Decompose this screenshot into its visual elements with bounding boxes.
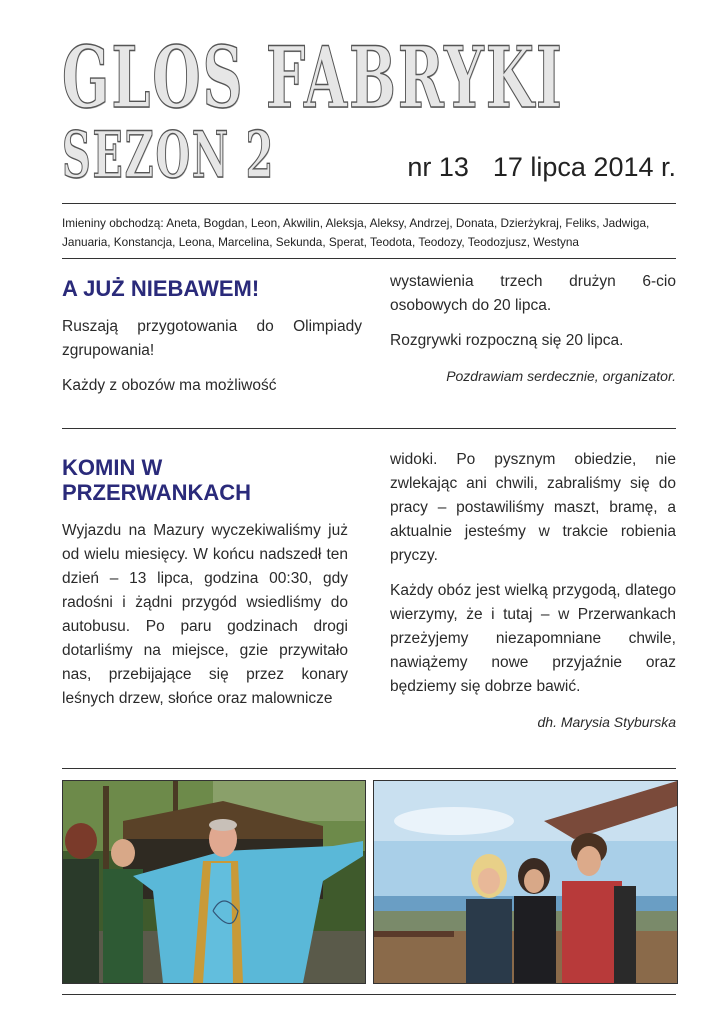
article1-paragraph: Rozgrywki rozpoczną się 20 lipca. [390, 332, 624, 349]
article2-paragraph: Każdy obóz jest wielką przygodą, dlatego wierzymy, że i tutaj – w Przerwankach przeżyjemy niezapomniane chwile, nawiążemy nowe przyjaźnie oraz będziemy się dobrze bawić. [390, 582, 676, 695]
photo-lake-group-image [374, 781, 677, 983]
article1-paragraph: Ruszają przygotowania do Olimpiady zgrupowania! [62, 318, 362, 359]
article2-paragraph: Wyjazdu na Mazury wyczekiwaliśmy już od wielu miesięcy. W końcu nadszedł ten dzień – 13 lipca, godzina 00:30, gdy radośni i żądni przygód wsiedliśmy do autobusu. Po paru godzinach drogi dotarliśmy na miejsce, gzie przywitało nas, przebijające się przez konary leśnych drzew, słońce oraz malownicze [62, 522, 348, 707]
article2-right-column [390, 448, 676, 745]
article2-paragraph: widoki. Po pysznym obiedzie, nie zwlekając ani chwili, zabraliśmy się do pracy – postawiliśmy maszt, bramę, a aktualnie jesteśmy w trakcie robienia pryczy. [390, 451, 676, 564]
photo-priest-robe-image [63, 781, 365, 983]
rule-top [62, 203, 676, 204]
article2-left-column [62, 455, 348, 722]
masthead-title: GLOS FABRYKI [62, 28, 564, 127]
article2-signature: dh. Marysia Styburska [537, 714, 676, 730]
article2-title: KOMIN W PRZERWANKACH [62, 455, 252, 505]
article1-signature: Pozdrawiam serdecznie, organizator. [446, 368, 676, 384]
rule-photos-top [62, 768, 676, 769]
article1-right-column [390, 270, 676, 399]
nameday-text: Imieniny obchodzą: Aneta, Bogdan, Leon, Akwilin, Aleksja, Aleksy, Andrzej, Donata, Dzierżykraj, Feliks, Jadwiga, Januaria, Konstancja, Leona, Marcelina, Sekunda, Sperat, Teodota, Teodozy, Teodozjusz, Westyna [62, 216, 650, 249]
photo-lake-group [373, 780, 678, 984]
issue-date: 17 lipca 2014 r. [492, 152, 676, 182]
article1-title: A JUŻ NIEBAWEM! [62, 276, 260, 301]
rule-bottom [62, 994, 676, 995]
article1-paragraph: wystawienia trzech drużyn 6-cio osobowych do 20 lipca. [390, 273, 676, 314]
rule-nameday [62, 258, 676, 259]
article1-left-column [62, 276, 362, 409]
masthead-subtitle: SEZON 2 [62, 118, 276, 193]
issue-number: nr 13 [407, 152, 469, 182]
rule-article1 [62, 428, 676, 429]
article1-paragraph: Każdy z obozów ma możliwość [62, 377, 277, 394]
issue-info [372, 152, 676, 183]
photo-priest-robe [62, 780, 366, 984]
